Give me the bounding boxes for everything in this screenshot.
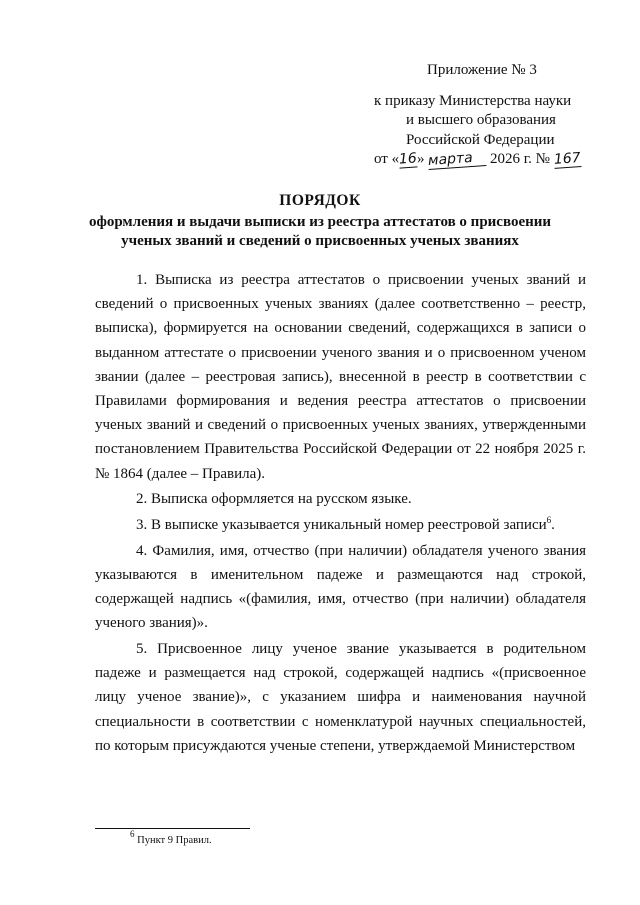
paragraph-5: 5. Присвоенное лицу ученое звание указывается в родительном падеже и размещается над строкой, содержащей надпись «(присвоенное лицу ученое звание)», с указанием шифра и наименования научной специальности в соответствии с номенклатурой научных специальностей, по которым присуждаются ученые степени, утверждаемой Министерством xyxy=(95,641,586,754)
paragraph-3 xyxy=(95,513,586,537)
footnote-divider xyxy=(95,828,250,829)
document-title xyxy=(0,191,640,251)
footnote-text: Пункт 9 Правил. xyxy=(134,835,212,846)
appendix-line-1: к приказу Министерства науки xyxy=(374,92,572,109)
date-mid: » xyxy=(416,151,425,167)
footnote xyxy=(130,829,212,848)
date-prefix: от « xyxy=(374,151,400,167)
appendix-title: Приложение № 3 xyxy=(427,62,537,78)
paragraph-2: 2. Выписка оформляется на русском языке. xyxy=(136,491,412,508)
paragraph-3-text: 3. В выписке указывается уникальный номер реестровой записи xyxy=(136,517,547,534)
handwritten-number: 167 xyxy=(553,150,581,168)
document-body xyxy=(95,268,586,758)
handwritten-day: 16 xyxy=(398,150,418,168)
footnote-mark: 6 xyxy=(130,829,135,839)
title-sub-1: оформления и выдачи выписки из реестра аттестатов о присвоении xyxy=(88,214,552,230)
paragraph-1: 1. Выписка из реестра аттестатов о присвоении ученых званий и сведений о присвоенных ученых званиях (далее соответственно – реестр, выписка), формируется на основании сведений, содержащихся в записи о выданном аттестате о присвоении ученого звания и о присвоенном ученом звании (далее – реестровая запись), внесенной в реестр в соответствии с Правилами формирования и ведения реестра аттестатов о присвоении ученых званий и сведений о присвоенных ученых званиях, утвержденными постановлением Правительства Российской Федерации от 22 ноября 2025 г. № 1864 (далее – Правила). xyxy=(95,272,586,482)
appendix-line-3: Российской Федерации xyxy=(406,131,555,148)
footnote-ref: 6 xyxy=(546,515,552,526)
date-year: 2026 г. № xyxy=(489,151,550,167)
title-sub-2: ученых званий и сведений о присвоенных ученых званиях xyxy=(121,233,519,249)
appendix-header xyxy=(374,61,614,170)
appendix-line-2: и высшего образования xyxy=(406,112,556,128)
title-main: ПОРЯДОК xyxy=(279,192,361,209)
paragraph-3-end: . xyxy=(551,517,555,534)
paragraph-4: 4. Фамилия, имя, отчество (при наличии) обладателя ученого звания указываются в именительном падеже и размещаются над строкой, содержащей надпись «(фамилия, имя, отчество (при наличии) обладателя ученого звания)». xyxy=(95,542,586,632)
order-date-line xyxy=(374,150,614,170)
handwritten-month: марта xyxy=(428,150,487,170)
